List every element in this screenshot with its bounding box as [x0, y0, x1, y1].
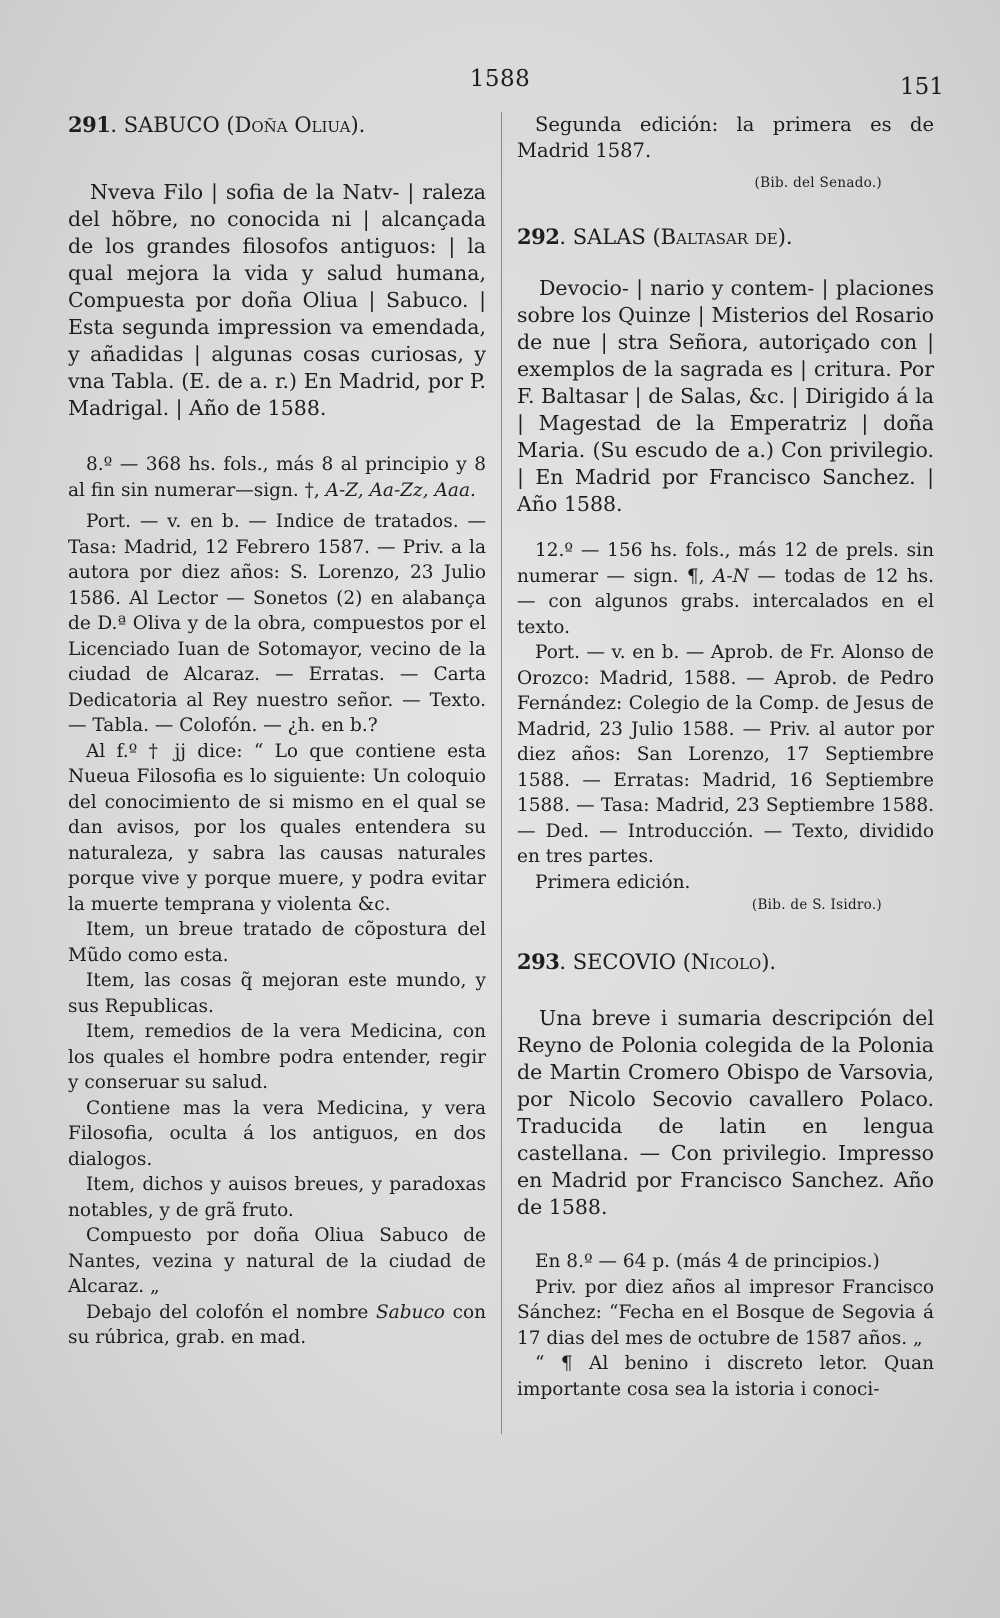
column-divider — [501, 112, 502, 1434]
entry-291-collation: 8.º — 368 hs. fols., más 8 al principio y 8 al fin sin numerar—sign. †, A-Z, Aa-Zz, Aaa. — [68, 454, 486, 501]
signature-range: A-Z, Aa-Zz, Aaa. — [325, 479, 476, 501]
entry-291-note: Contiene mas la vera Medicina, y vera Filosofia, oculta á los antiguos, en dos dialogos. — [68, 1097, 486, 1170]
entry-292-title: Devocio- | nario y contem- | placiones sobre los Quinze | Misterios del Rosario de nue | stra Señora, autoriçado con | exemplos de la sagrada es | critura. Por F. Baltasar | de Salas, &c. | Dirigido á la | Magestad de la Emperatriz | doña Maria. (Su escudo de a.) Con privilegio. | En Madrid por Francisco Sanchez. | Año 1588. — [517, 276, 934, 516]
author-surname: SECOVIO — [572, 950, 677, 974]
entry-293-title: Una breve i sumaria descripción del Reyno de Polonia colegida de la Polonia de Martin Cromero Obispo de Varsovia, por Nicolo Secovio cavallero Polaco. Traducida de latin en lengua castellana. — Con privilegio. Impresso en Madrid por Francisco Sanchez. Año de 1588. — [517, 1006, 934, 1219]
library-location: (Bib. de S. Isidro.) — [751, 897, 882, 913]
entry-number: 291 — [68, 112, 111, 137]
entry-291-note: Compuesto por doña Oliua Sabuco de Nantes, vezina y natural de la ciudad de Alcaraz. „ — [68, 1225, 486, 1297]
entry-291-note: Item, un breue tratado de cõpostura del Mũdo como esta. — [68, 919, 486, 966]
entry-291-continuation: Segunda edición: la primera es de Madrid 1587. — [517, 113, 934, 162]
entry-291-title: Nveva Filo | sofia de la Natv- | raleza del hõbre, no conocida ni | alcançada de los grandes filosofos antiguos: | la qual mejora la vida y salud humana, Compuesta por doña Oliua | Sabuco. | Esta segunda impression va emendada, y añadidas | algunas cosas curiosas, y vna Tabla. (E. de a. r.) En Madrid, por P. Madrigal. | Año de 1588. — [68, 180, 486, 420]
entry-291-note: Item, remedios de la vera Medicina, con los quales el hombre podra entender, regir y conseruar su salud. — [68, 1021, 486, 1093]
entry-293-prologue: “ ¶ Al benino i discreto letor. Quan importante cosa sea la istoria i conoci- — [517, 1353, 934, 1400]
entry-number: 292 — [517, 224, 560, 249]
entry-291-contents: Port. — v. en b. — Indice de tratados. — Tasa: Madrid, 12 Febrero 1587. — Priv. a la autora por diez años: S. Lorenzo, 23 Julio 1586. Al Lector — Sonetos (2) en alabança de D.ª Oliva y de la obra, compuestos por el Licenciado Iuan de Sotomayor, vecino de la ciudad de Alcaraz. — Erratas. — Carta Dedicatoria al Rey nuestro señor. — Texto. — Tabla. — Colofón. — ¿h. en b.? — [68, 511, 486, 736]
entry-292-contents: Port. — v. en b. — Aprob. de Fr. Alonso de Orozco: Madrid, 1588. — Aprob. de Pedro Fernández: Colegio de la Comp. de Jesus de Madrid, 23 Julio 1588. — Priv. al autor por diez años: San Lorenzo, 17 Septiembre 1588. — Erratas: Madrid, 16 Septiembre 1588. — Tasa: Madrid, 23 Septiembre 1588. — Ded. — Introducción. — Texto, dividido en tres partes. — [517, 642, 934, 867]
entry-293-privilege: Priv. por diez años al impresor Francisco Sánchez: “Fecha en el Bosque de Segovia á 17 dias del mes de octubre de 1587 años. „ — [517, 1276, 934, 1349]
author-given-name: Nicolo — [690, 950, 762, 974]
author-given-name: Baltasar de — [660, 225, 778, 249]
entry-291-note: Item, dichos y auisos breues, y paradoxas notables, y de grã fruto. — [68, 1174, 486, 1221]
author-surname: SALAS — [572, 225, 646, 249]
entry-293-collation: En 8.º — 64 p. (más 4 de principios.) — [535, 1251, 880, 1272]
author-surname: SABUCO — [123, 113, 220, 137]
entry-number: 293 — [517, 949, 560, 974]
right-column — [517, 112, 934, 1402]
entry-292-collation: 12.º — 156 hs. fols., más 12 de prels. sin numerar — sign. ¶, A-N — todas de 12 hs. — con algunos grabs. intercalados en el texto. — [517, 540, 934, 638]
entry-291-heading: 291. SABUCO (Doña Oliua). — [68, 112, 366, 137]
entry-292-heading: 292. SALAS (Baltasar de). — [517, 224, 793, 249]
entry-291-colophon-note: Debajo del colofón el nombre Sabuco con su rúbrica, grab. en mad. — [68, 1301, 487, 1348]
entry-292-edition: Primera edición. — [535, 871, 691, 893]
entry-291-note: Al f.º † jj dice: “ Lo que contiene esta Nueua Filosofia es lo siguiente: Un coloquio del conocimiento de si mismo en el qual se dan avisos, por los quales entendera su naturaleza, y sabra las causas naturales porque vive y porque muere, y podra evitar la muerte temprana y violenta &c. — [68, 740, 486, 915]
page-number: 151 — [900, 74, 944, 100]
library-location: (Bib. del Senado.) — [754, 175, 882, 191]
entry-293-heading: 293. SECOVIO (Nicolo). — [517, 949, 777, 974]
running-head-year: 1588 — [469, 66, 531, 92]
entry-291-note: Item, las cosas q̃ mejoran este mundo, y sus Republicas. — [68, 970, 486, 1017]
author-given-name: Doña Oliua — [234, 113, 351, 137]
left-column — [68, 112, 486, 1351]
